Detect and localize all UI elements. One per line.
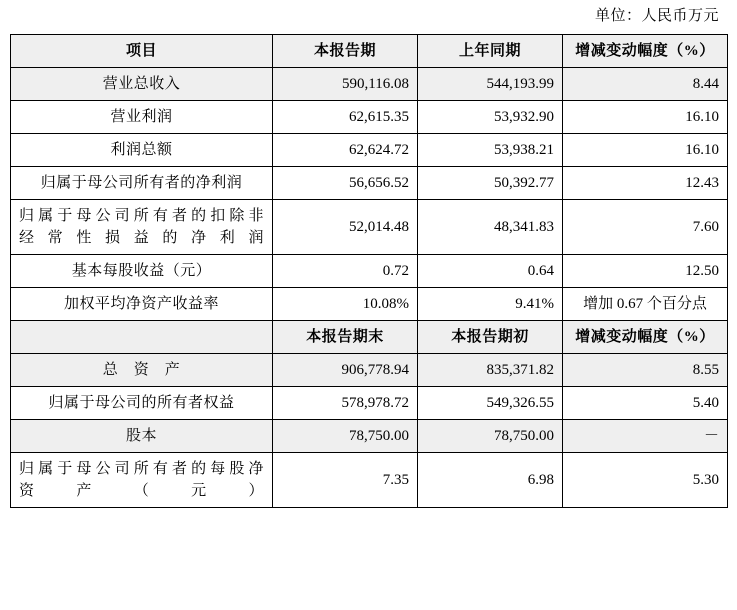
table-row <box>11 134 728 167</box>
header-cell-change-pct: 增减变动幅度（%） <box>563 321 728 354</box>
header-cell-change-pct: 增减变动幅度（%） <box>563 35 728 68</box>
row-value-change: 12.43 <box>563 167 728 200</box>
row-label-line2: 经常性损益的净利润 <box>19 230 264 246</box>
table-row <box>11 420 728 453</box>
row-label: 归属于母公司的所有者权益 <box>11 387 273 420</box>
table-header-row-income <box>11 35 728 68</box>
row-value-prior: 544,193.99 <box>418 68 563 101</box>
row-label: 基本每股收益（元） <box>11 255 273 288</box>
row-value-change: 7.60 <box>563 200 728 255</box>
row-value-prior: 53,932.90 <box>418 101 563 134</box>
row-label: 加权平均净资产收益率 <box>11 288 273 321</box>
table-row <box>11 387 728 420</box>
row-label: 利润总额 <box>11 134 273 167</box>
table-row <box>11 200 728 255</box>
row-value-prior: 53,938.21 <box>418 134 563 167</box>
header-cell-period-end: 本报告期末 <box>273 321 418 354</box>
row-value-prior: 9.41% <box>418 288 563 321</box>
row-value-change: － <box>563 420 728 453</box>
row-value-change: 16.10 <box>563 134 728 167</box>
row-label-line1: 归属于母公司所有者的每股净 <box>19 461 264 477</box>
row-label: 股本 <box>11 420 273 453</box>
row-value-current: 0.72 <box>273 255 418 288</box>
row-value-change: 5.40 <box>563 387 728 420</box>
row-value-change: 增加 0.67 个百分点 <box>563 288 728 321</box>
row-label: 归属于母公司所有者的净利润 <box>11 167 273 200</box>
row-label <box>11 200 273 255</box>
table-row <box>11 255 728 288</box>
row-value-prior: 48,341.83 <box>418 200 563 255</box>
row-label-line1: 归属于母公司所有者的扣除非 <box>19 208 264 224</box>
row-value-current: 7.35 <box>273 453 418 508</box>
row-label: 营业利润 <box>11 101 273 134</box>
table-row <box>11 167 728 200</box>
row-value-current: 56,656.52 <box>273 167 418 200</box>
table-row <box>11 354 728 387</box>
row-value-current: 578,978.72 <box>273 387 418 420</box>
row-value-current: 590,116.08 <box>273 68 418 101</box>
row-label: 营业总收入 <box>11 68 273 101</box>
row-value-prior: 0.64 <box>418 255 563 288</box>
row-value-current: 78,750.00 <box>273 420 418 453</box>
table-header-row-balance <box>11 321 728 354</box>
row-value-current: 52,014.48 <box>273 200 418 255</box>
header-cell-label: 项目 <box>11 35 273 68</box>
row-value-prior: 78,750.00 <box>418 420 563 453</box>
table-row <box>11 453 728 508</box>
row-value-prior: 835,371.82 <box>418 354 563 387</box>
row-value-prior: 50,392.77 <box>418 167 563 200</box>
row-value-current: 10.08% <box>273 288 418 321</box>
table-row <box>11 68 728 101</box>
header-cell-blank <box>11 321 273 354</box>
header-cell-prior-period: 上年同期 <box>418 35 563 68</box>
header-cell-period-begin: 本报告期初 <box>418 321 563 354</box>
row-label-line2: 资产（元） <box>19 483 264 499</box>
table-row <box>11 101 728 134</box>
row-value-prior: 6.98 <box>418 453 563 508</box>
unit-note: 单位：人民币万元 <box>594 8 719 24</box>
row-label <box>11 453 273 508</box>
row-label: 总 资 产 <box>11 354 273 387</box>
row-value-current: 62,615.35 <box>273 101 418 134</box>
table-row <box>11 288 728 321</box>
row-value-change: 8.55 <box>563 354 728 387</box>
row-value-current: 62,624.72 <box>273 134 418 167</box>
financial-summary-table <box>10 34 728 508</box>
row-value-prior: 549,326.55 <box>418 387 563 420</box>
row-value-change: 12.50 <box>563 255 728 288</box>
row-value-current: 906,778.94 <box>273 354 418 387</box>
row-value-change: 8.44 <box>563 68 728 101</box>
header-cell-current-period: 本报告期 <box>273 35 418 68</box>
row-value-change: 16.10 <box>563 101 728 134</box>
row-value-change: 5.30 <box>563 453 728 508</box>
